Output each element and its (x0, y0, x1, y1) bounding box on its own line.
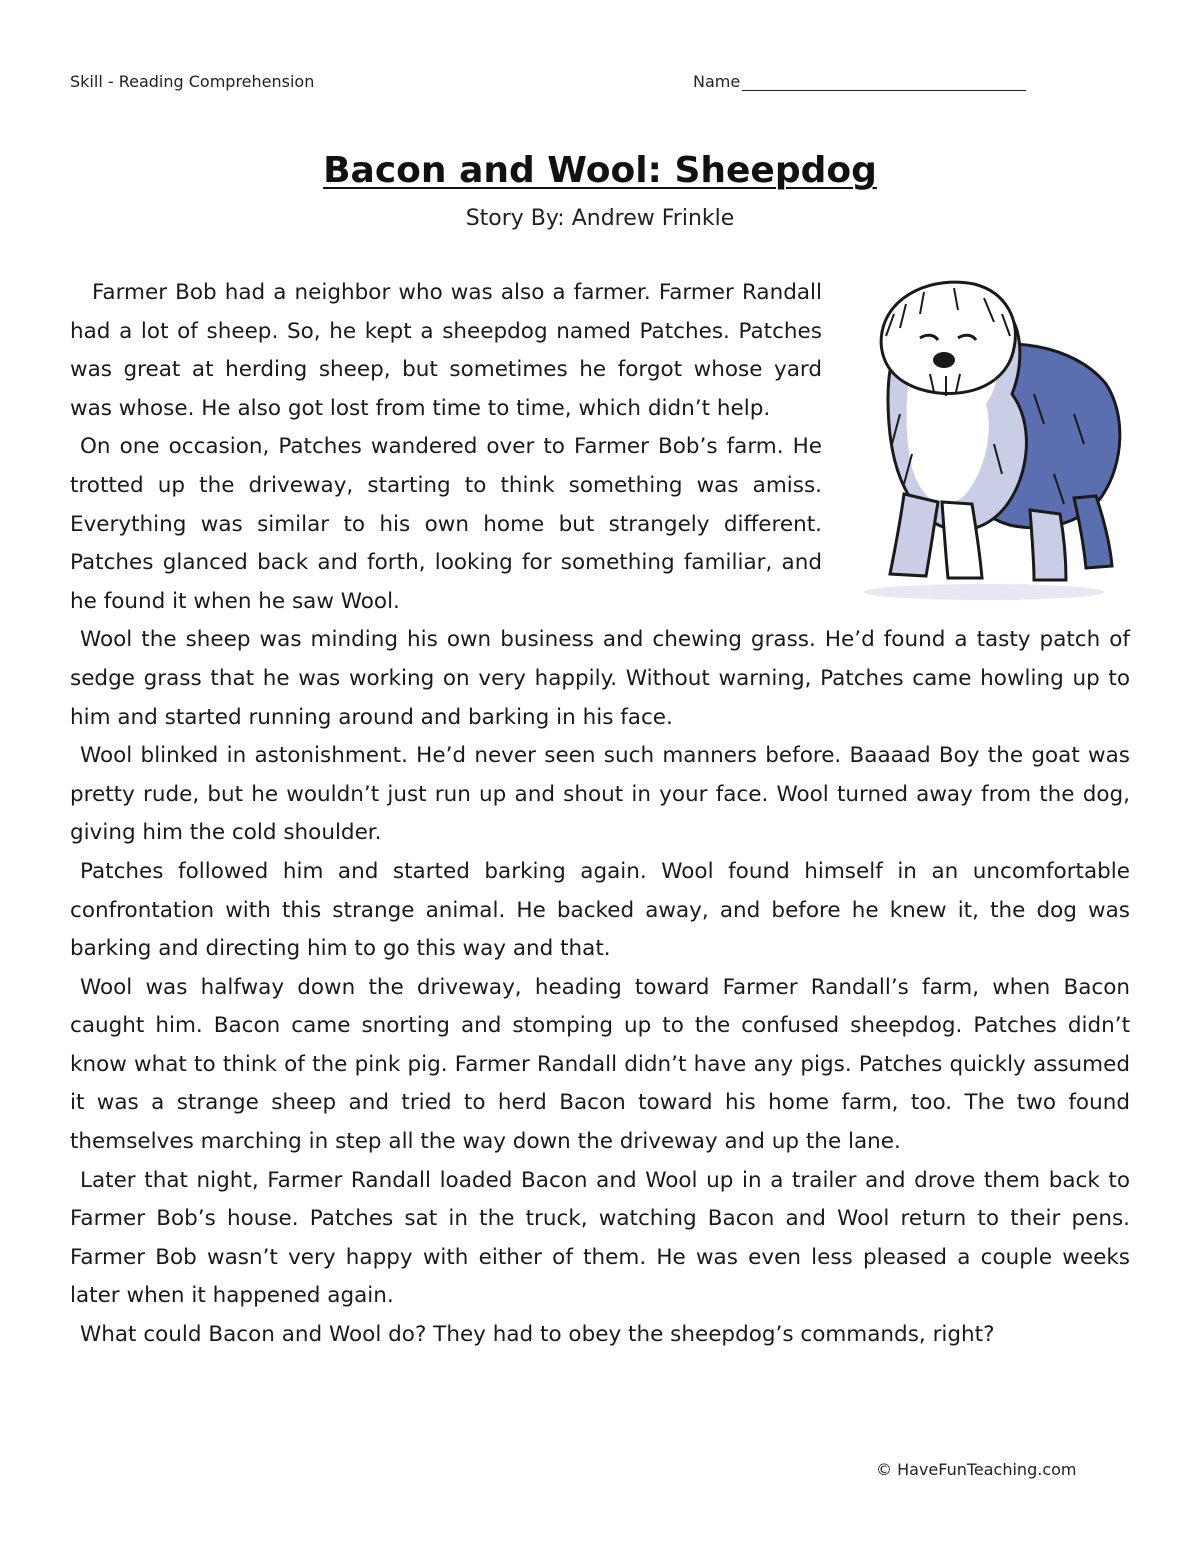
story-byline: Story By: Andrew Frinkle (465, 206, 735, 231)
story-paragraph-7: Later that night, Farmer Randall loaded Bacon and Wool up in a trailer and drove them back to Farmer Bob’s house. Patches sat in the truck, watching Bacon and Wool return to their pens. Farmer Bob wasn’t very happy with either of them. He was even less pleased a couple weeks later when it happened again. (70, 1167, 1130, 1309)
story-paragraph-2: On one occasion, Patches wandered over to Farmer Bob’s farm. He trotted up the driveway, starting to think something was amiss. Everything was similar to his own home but strangely different. Patches glanced back and forth, looking for something familiar, and he found it when he saw Wool. (70, 434, 822, 614)
name-label: Name (693, 72, 741, 91)
story-paragraph-8: What could Bacon and Wool do? They had to obey the sheepdog’s commands, right? (80, 1322, 995, 1348)
skill-label: Skill - Reading Comprehension (70, 72, 315, 91)
story-body (70, 274, 1130, 1355)
story-paragraph-3: Wool the sheep was minding his own business and chewing grass. He’d found a tasty patch of sedge grass that he was working on very happily. Without warning, Patches came howling up to him and started running around and barking in his face. (70, 627, 1130, 730)
page-title (0, 150, 1200, 191)
name-blank-line (742, 74, 1026, 91)
name-field (693, 72, 1026, 91)
story-paragraph-4: Wool blinked in astonishment. He’d never seen such manners before. Baaaad Boy the goat was pretty rude, but he wouldn’t just run up and shout in your face. Wool turned away from the dog, giving him the cold shoulder. (70, 743, 1130, 846)
sheepdog-illustration (834, 274, 1134, 604)
story-paragraph-5: Patches followed him and started barking again. Wool found himself in an uncomfortable confrontation with this strange animal. He backed away, and before he knew it, the dog was barking and directing him to go this way and that. (70, 858, 1130, 962)
copyright-footer: © HaveFunTeaching.com (876, 1460, 1077, 1479)
story-paragraph-6: Wool was halfway down the driveway, heading toward Farmer Randall’s farm, when Bacon caught him. Bacon came snorting and stomping up to the confused sheepdog. Patches didn’t know what to think of the pink pig. Farmer Randall didn’t have any pigs. Patches quickly assumed it was a strange sheep and tried to herd Bacon toward his home farm, too. The two found themselves marching in step all the way down the driveway and up the lane. (70, 974, 1130, 1155)
story-paragraph-1: Farmer Bob had a neighbor who was also a farmer. Farmer Randall had a lot of sheep. So, he kept a sheepdog named Patches. Patches was great at herding sheep, but sometimes he forgot whose yard was whose. He also got lost from time to time, which didn’t help. (70, 280, 822, 421)
title-text: Bacon and Wool: Sheepdog (323, 150, 877, 191)
